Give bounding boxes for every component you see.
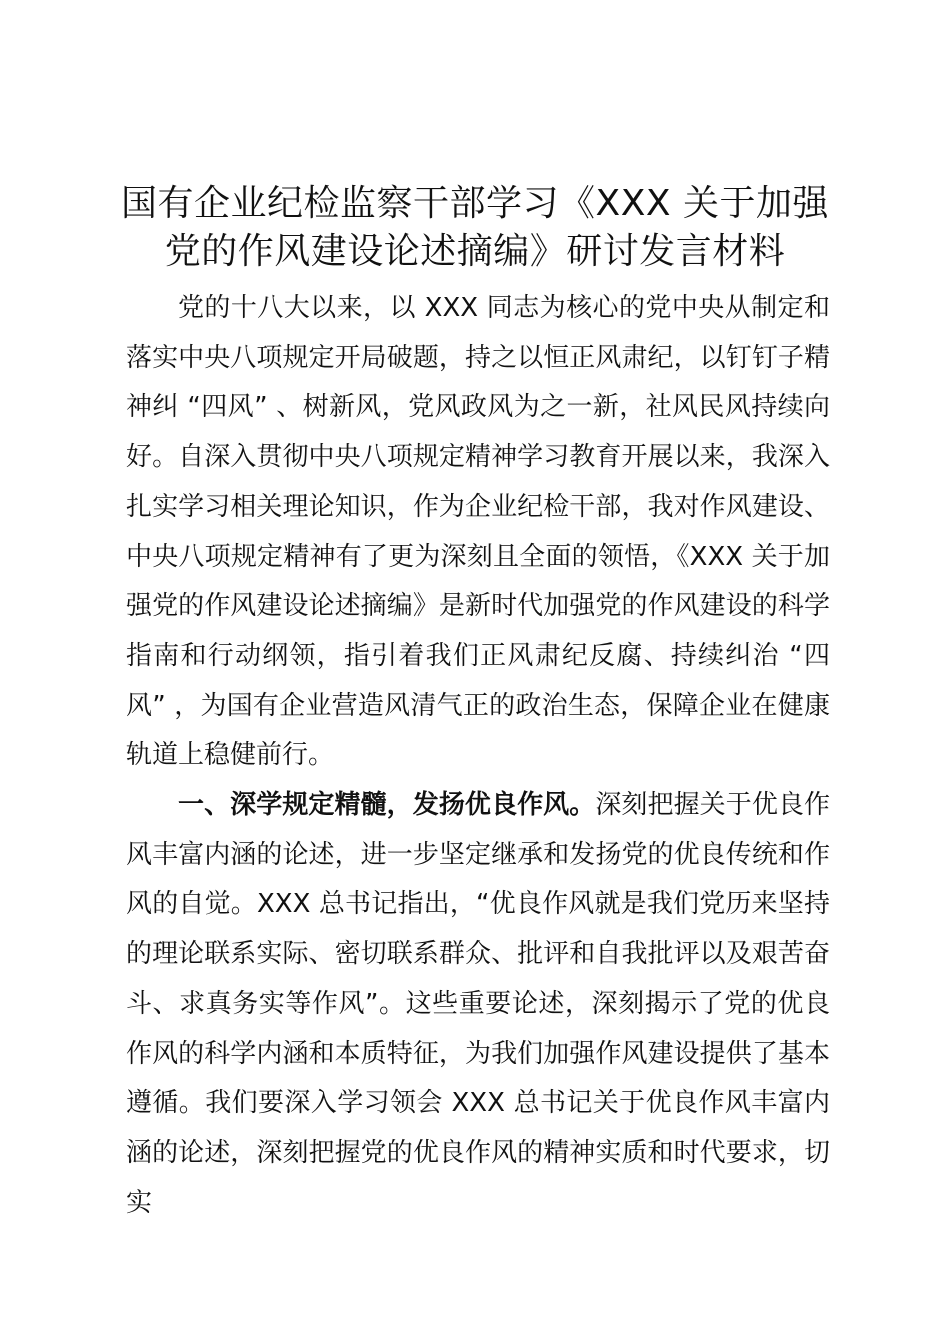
body-paragraph-intro: [126, 284, 830, 781]
document-title: [100, 180, 850, 276]
paragraph-text: 党的十八大以来，以 XXX 同志为核心的党中央从制定和落实中央八项规定开局破题，持之以恒正风肃纪，以钉钉子精神纠 “四风” 、树新风，党风政风为之一新，社风民风持续向好。自深入贯彻中央八项规定精神学习教育开展以来，我深入扎实学习相关理论知识，作为企业纪检干部，我对作风建设、中央八项规定精神有了更为深刻且全面的领悟，《XXX 关于加强党的作风建设论述摘编》是新时代加强党的作风建设的科学指南和行动纲领，指引着我们正风肃纪反腐、持续纠治 “四风” ，为国有企业营造风清气正的政治生态，保障企业在健康轨道上稳健前行。: [126, 293, 830, 771]
title-line-2: 党的作风建设论述摘编》研讨发言材料: [164, 231, 786, 272]
title-line-1: 国有企业纪检监察干部学习《XXX 关于加强: [121, 183, 829, 224]
section-heading: 一、深学规定精髓，发扬优良作风。: [178, 790, 596, 820]
body-paragraph-section-1: [126, 781, 830, 1228]
paragraph-text: 深刻把握关于优良作风丰富内涵的论述，进一步坚定继承和发扬党的优良传统和作风的自觉。XXX 总书记指出，“优良作风就是我们党历来坚持的理论联系实际、密切联系群众、批评和自我批评以及艰苦奋斗、求真务实等作风”。这些重要论述，深刻揭示了党的优良作风的科学内涵和本质特征，为我们加强作风建设提供了基本遵循。我们要深入学习领会 XXX 总书记关于优良作风丰富内涵的论述，深刻把握党的优良作风的精神实质和时代要求，切实: [126, 790, 830, 1218]
